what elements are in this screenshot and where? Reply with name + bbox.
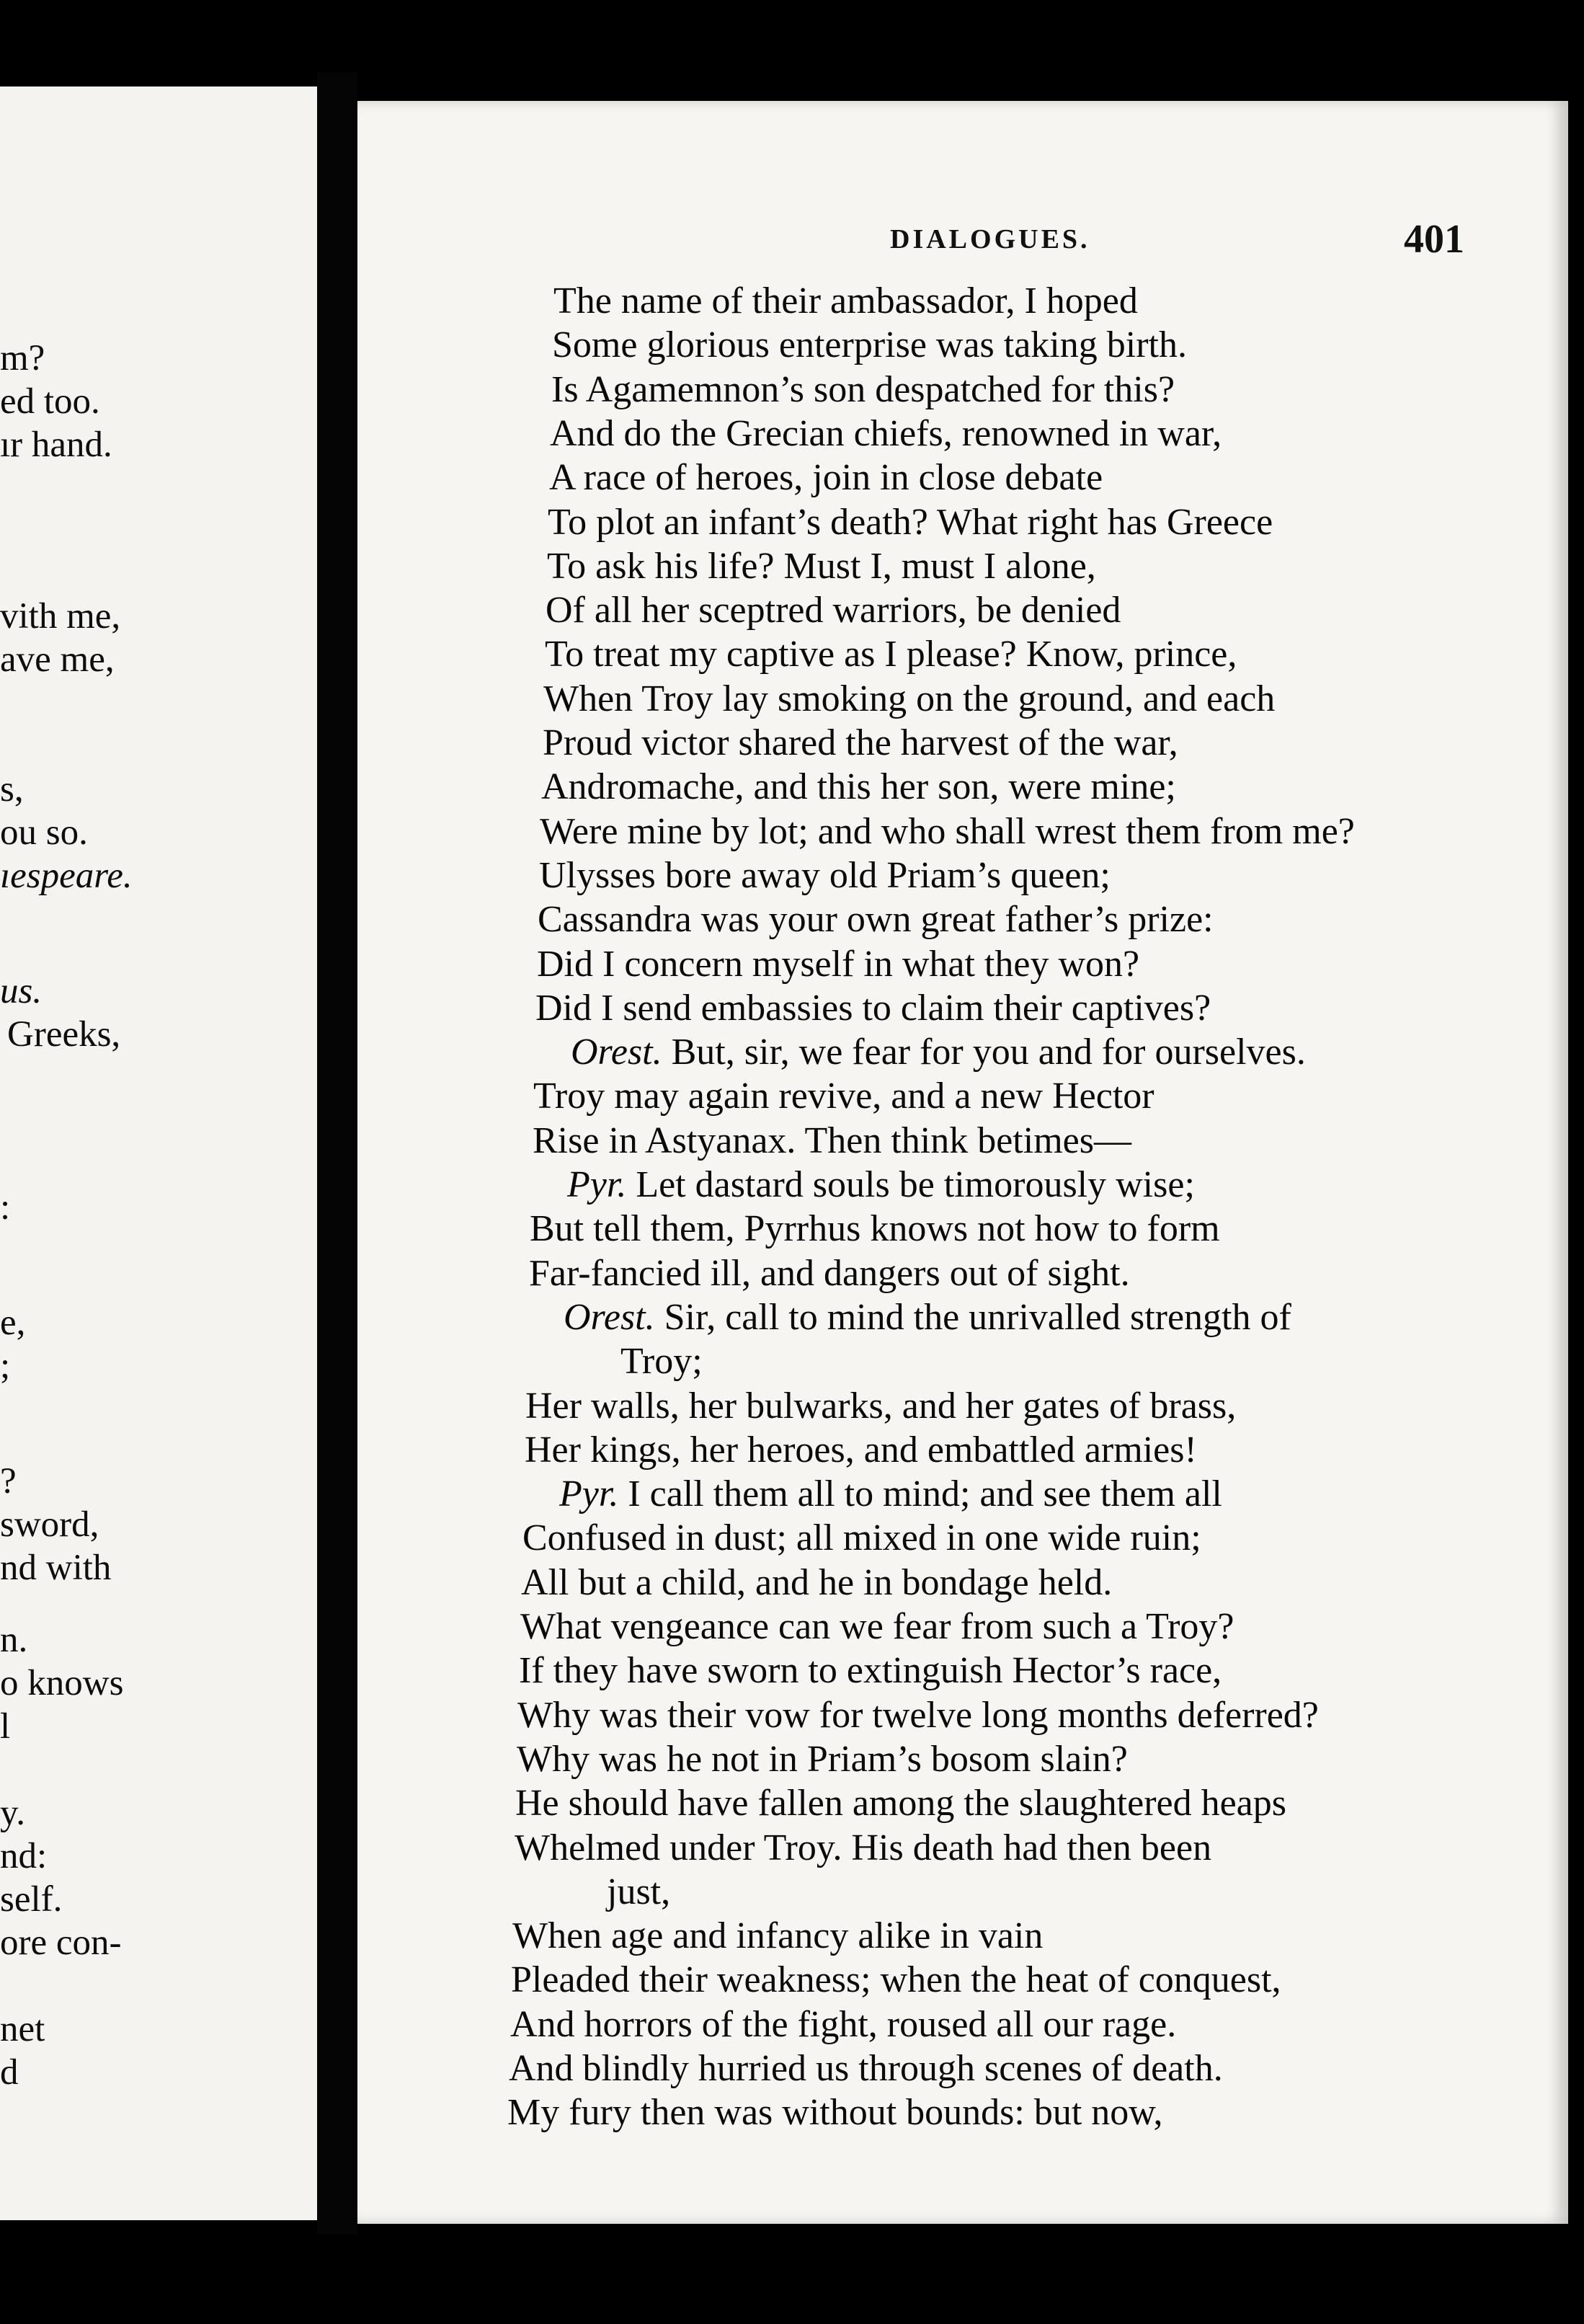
verse-line bbox=[540, 813, 1355, 851]
verse-line bbox=[552, 324, 1187, 365]
verse-line bbox=[522, 1517, 1201, 1558]
fragment-line: e, bbox=[0, 1303, 26, 1343]
verse-text: He should have fallen among the slaughtered heaps bbox=[515, 1783, 1286, 1824]
verse-text: Whelmed under Troy. His death had then been bbox=[515, 1827, 1212, 1868]
fragment-line: ıespeare. bbox=[0, 856, 133, 896]
verse-text: All but a child, and he in bondage held. bbox=[521, 1562, 1113, 1603]
verse-text: Were mine by lot; and who shall wrest them from me? bbox=[540, 811, 1355, 852]
verse-line bbox=[539, 857, 1111, 895]
fragment-line: n. bbox=[0, 1620, 28, 1660]
speaker-name: Pyr. bbox=[567, 1164, 627, 1205]
verse-text: And horrors of the fight, roused all our rage. bbox=[510, 2004, 1177, 2045]
verse-text: Her kings, her heroes, and embattled armies! bbox=[525, 1429, 1197, 1471]
verse-line bbox=[517, 1697, 1319, 1734]
verse-line bbox=[571, 1034, 1306, 1071]
fragment-line: sword, bbox=[0, 1504, 99, 1545]
previous-page-fragment bbox=[0, 87, 317, 2220]
verse-line bbox=[541, 768, 1176, 806]
verse-line bbox=[510, 2006, 1176, 2044]
fragment-line: ; bbox=[0, 1346, 11, 1386]
verse-line bbox=[525, 1385, 1237, 1427]
fragment-line: vith me, bbox=[0, 596, 121, 637]
fragment-line: nd: bbox=[0, 1836, 48, 1876]
fragment-line: ır hand. bbox=[0, 425, 112, 465]
verse-text: Let dastard souls be timorously wise; bbox=[636, 1164, 1195, 1205]
verse-text: Far-fancied ill, and dangers out of sight. bbox=[529, 1253, 1130, 1294]
verse-line bbox=[515, 1827, 1212, 1868]
fragment-line: ? bbox=[0, 1461, 17, 1502]
verse-text: Troy may again revive, and a new Hector bbox=[533, 1075, 1154, 1117]
fragment-line: s, bbox=[0, 769, 24, 810]
fragment-line: ed too. bbox=[0, 381, 100, 422]
verse-line bbox=[607, 1873, 670, 1911]
verse-line bbox=[567, 1166, 1195, 1204]
verse-line bbox=[546, 592, 1121, 629]
verse-line bbox=[545, 636, 1237, 673]
running-head: DIALOGUES. bbox=[890, 224, 1090, 254]
fragment-line: y. bbox=[0, 1793, 25, 1833]
fragment-line: ave me, bbox=[0, 639, 115, 680]
verse-line bbox=[549, 459, 1103, 497]
verse-line bbox=[511, 1961, 1281, 1999]
verse-text: And blindly hurried us through scenes of death. bbox=[509, 2048, 1223, 2089]
verse-line bbox=[509, 2050, 1223, 2088]
verse-line bbox=[620, 1343, 703, 1380]
verse-text: Troy; bbox=[620, 1341, 703, 1382]
verse-text: Of all her sceptred warriors, be denied bbox=[546, 590, 1121, 631]
fragment-line: net bbox=[0, 2009, 45, 2049]
verse-text: Confused in dust; all mixed in one wide ruin; bbox=[522, 1517, 1201, 1558]
verse-text: When Troy lay smoking on the ground, and each bbox=[543, 678, 1276, 719]
verse-text: If they have sworn to extinguish Hector’s race, bbox=[519, 1650, 1222, 1691]
fragment-line: us. bbox=[0, 971, 43, 1011]
verse-line bbox=[530, 1210, 1220, 1248]
fragment-line: nd with bbox=[0, 1548, 112, 1588]
verse-text: just, bbox=[607, 1871, 671, 1912]
verse-text: And do the Grecian chiefs, renowned in war, bbox=[550, 413, 1222, 454]
verse-text: To ask his life? Must I, must I alone, bbox=[547, 546, 1096, 587]
verse-text: I call them all to mind; and see them all bbox=[628, 1473, 1222, 1514]
verse-line bbox=[525, 1429, 1197, 1471]
verse-line bbox=[543, 724, 1178, 762]
verse-line bbox=[564, 1299, 1291, 1336]
fragment-line: l bbox=[0, 1706, 11, 1747]
fragment-line: ore con- bbox=[0, 1922, 122, 1963]
verse-line bbox=[533, 1075, 1154, 1117]
verse-text: Andromache, and this her son, were mine; bbox=[541, 766, 1176, 807]
verse-line bbox=[529, 1255, 1130, 1292]
verse-line bbox=[533, 1122, 1131, 1160]
verse-line bbox=[512, 1917, 1043, 1955]
page-number: 401 bbox=[1404, 217, 1464, 262]
verse-text: What vengeance can we fear from such a Troy? bbox=[520, 1606, 1234, 1647]
verse-text: Why was their vow for twelve long months deferred? bbox=[517, 1695, 1319, 1736]
verse-line bbox=[553, 280, 1138, 321]
verse-line bbox=[543, 680, 1275, 718]
verse-text: Did I send embassies to claim their captives? bbox=[535, 988, 1211, 1029]
verse-text: My fury then was without bounds: but now, bbox=[507, 2092, 1163, 2133]
verse-line bbox=[547, 548, 1096, 585]
fragment-line: o knows bbox=[0, 1663, 124, 1703]
speaker-name: Orest. bbox=[564, 1297, 655, 1338]
verse-text: Ulysses bore away old Priam’s queen; bbox=[539, 855, 1111, 896]
verse-text: The name of their ambassador, I hoped bbox=[553, 280, 1138, 321]
fragment-line: m? bbox=[0, 338, 45, 378]
verse-text: To plot an infant’s death? What right has Greece bbox=[548, 502, 1273, 543]
verse-line bbox=[538, 901, 1214, 939]
verse-text: Sir, call to mind the unrivalled strength of bbox=[664, 1297, 1291, 1338]
verse-line bbox=[548, 504, 1273, 541]
verse-text: A race of heroes, join in close debate bbox=[549, 457, 1103, 498]
verse-text: Rise in Astyanax. Then think betimes— bbox=[533, 1120, 1131, 1161]
verse-line bbox=[559, 1473, 1222, 1514]
verse-line bbox=[550, 415, 1222, 453]
verse-line bbox=[519, 1652, 1222, 1690]
verse-text: Why was he not in Priam’s bosom slain? bbox=[517, 1739, 1128, 1780]
verse-line bbox=[521, 1564, 1112, 1602]
fragment-line: Greeks, bbox=[7, 1014, 121, 1055]
verse-line bbox=[551, 371, 1175, 409]
verse-text: But tell them, Pyrrhus knows not how to form bbox=[530, 1208, 1220, 1249]
verse-line bbox=[537, 946, 1139, 983]
fragment-line: ou so. bbox=[0, 812, 88, 853]
verse-text: Did I concern myself in what they won? bbox=[537, 944, 1140, 985]
speaker-name: Pyr. bbox=[559, 1473, 619, 1514]
verse-text: Her walls, her bulwarks, and her gates of brass, bbox=[525, 1385, 1237, 1427]
verse-text: But, sir, we fear for you and for ourselves. bbox=[671, 1032, 1306, 1073]
verse-text: To treat my captive as I please? Know, prince, bbox=[545, 634, 1237, 675]
fragment-line: self. bbox=[0, 1879, 63, 1920]
verse-line bbox=[515, 1785, 1286, 1822]
verse-text: Proud victor shared the harvest of the war, bbox=[543, 722, 1178, 763]
verse-line bbox=[535, 990, 1211, 1027]
verse-text: Cassandra was your own great father’s prize: bbox=[538, 899, 1214, 940]
verse-text: Pleaded their weakness; when the heat of conquest, bbox=[511, 1959, 1281, 2000]
verse-line bbox=[507, 2094, 1162, 2132]
verse-text: When age and infancy alike in vain bbox=[512, 1915, 1044, 1956]
verse-text: Is Agamemnon’s son despatched for this? bbox=[551, 369, 1175, 410]
fragment-line: : bbox=[0, 1187, 11, 1228]
verse-line bbox=[517, 1741, 1128, 1778]
verse-line bbox=[520, 1608, 1234, 1646]
fragment-line: d bbox=[0, 2052, 19, 2093]
verse-text: Some glorious enterprise was taking birth. bbox=[552, 324, 1187, 365]
book-spine-gutter bbox=[317, 72, 357, 2235]
speaker-name: Orest. bbox=[571, 1032, 662, 1073]
